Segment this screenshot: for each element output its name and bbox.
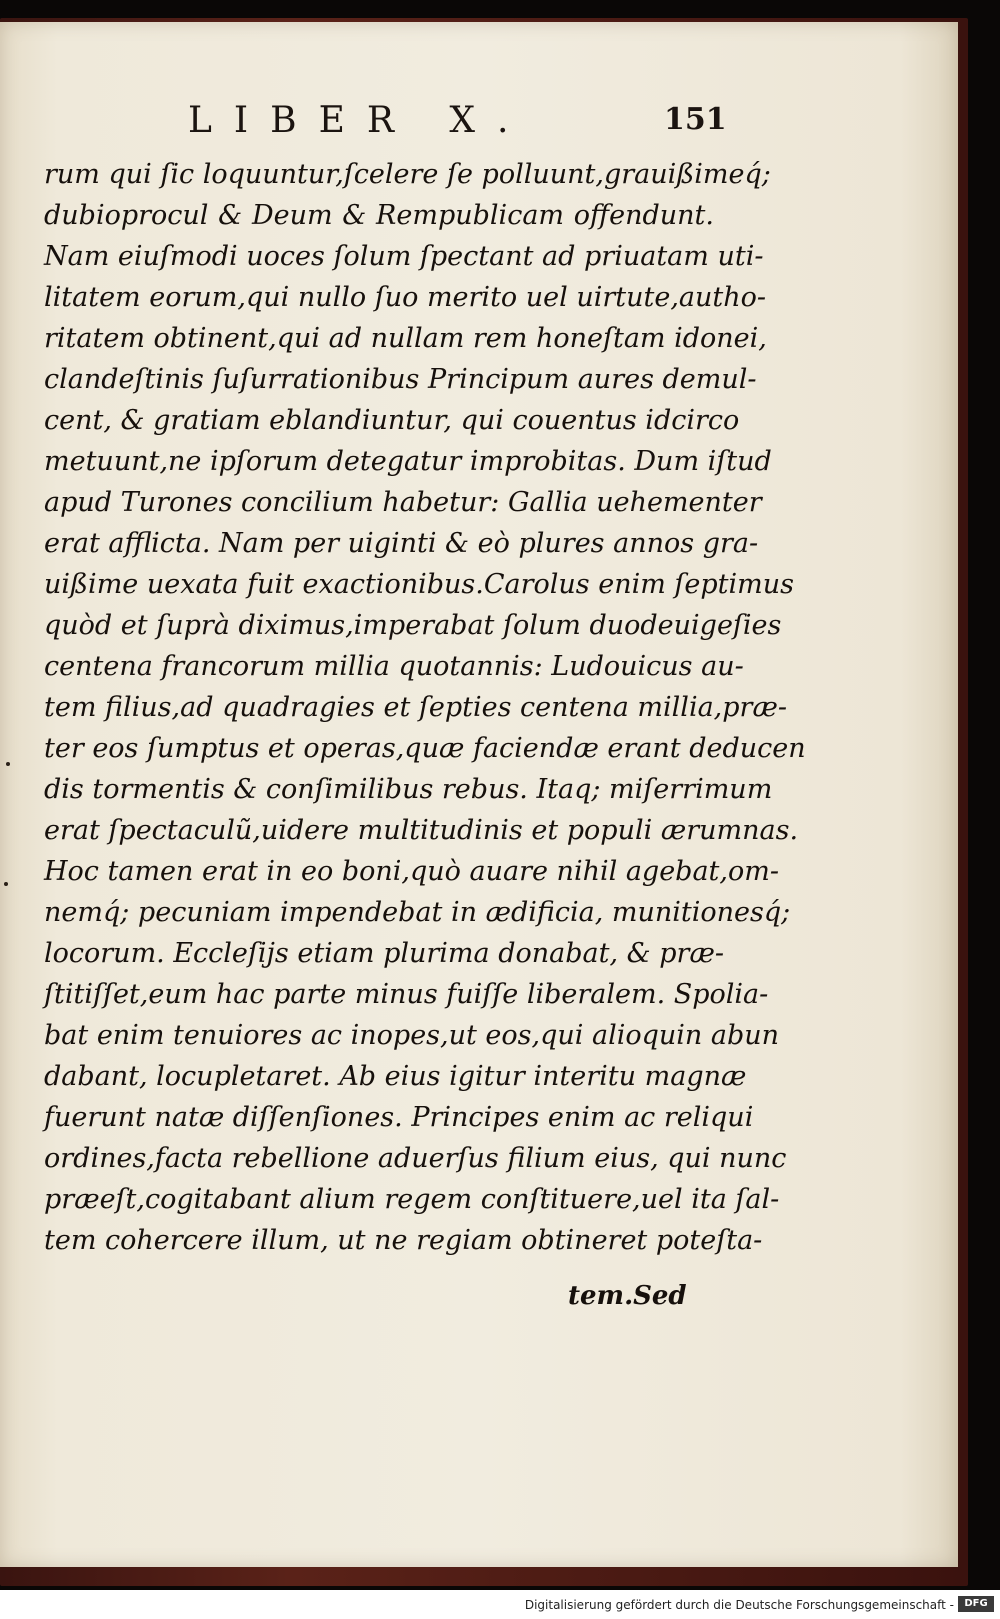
- text-line: metuunt,ne ipſorum detegatur improbitas. Dum iſtud: [44, 446, 772, 477]
- text-line: dabant, locupletaret. Ab eius igitur interitu magnæ: [44, 1061, 747, 1092]
- text-line: ſtitiſſet,eum hac parte minus fuiſſe liberalem. Spolia-: [44, 979, 769, 1010]
- text-line: nemq́; pecuniam impendebat in ædificia, munitionesq́;: [44, 897, 791, 928]
- text-line: cent, & gratiam eblandiuntur, qui couentus idcirco: [44, 405, 740, 436]
- text-line: præeſt,cogitabant alium regem conſtituere,uel ita ſal-: [44, 1184, 780, 1215]
- text-line: dubioprocul & Deum & Rempublicam offendunt.: [44, 200, 714, 231]
- running-title: LIBER X.: [188, 100, 531, 141]
- text-line: centena francorum millia quotannis: Ludouicus au-: [44, 651, 744, 682]
- text-line: erat afflicta. Nam per uiginti & eò plures annos gra-: [44, 528, 759, 559]
- body-text: [44, 154, 806, 1261]
- text-line: ordines,facta rebellione aduerſus filium eius, qui nunc: [44, 1143, 787, 1174]
- text-line: quòd et ſuprà diximus,imperabat ſolum duodeuigeſies: [44, 610, 782, 641]
- text-line: clandeſtinis ſuſurrationibus Principum aures demul-: [44, 364, 757, 395]
- text-line: fuerunt natæ diſſenſiones. Principes enim ac reliqui: [44, 1102, 754, 1133]
- book-page: [0, 22, 958, 1567]
- text-line: Nam eiuſmodi uoces ſolum ſpectant ad priuatam uti-: [44, 241, 764, 272]
- text-line: dis tormentis & conſimilibus rebus. Itaq; miſerrimum: [44, 774, 773, 805]
- text-line: ritatem obtinent,qui ad nullam rem honeſtam idonei,: [44, 323, 767, 354]
- text-line: tem filius,ad quadragies et ſepties centena millia,præ-: [44, 692, 787, 723]
- text-line: uißime uexata fuit exactionibus.Carolus enim ſeptimus: [44, 569, 794, 600]
- catchword: tem.Sed: [568, 1281, 687, 1311]
- ink-speck: [4, 882, 8, 886]
- text-line: Hoc tamen erat in eo boni,quò auare nihil agebat,om-: [44, 856, 779, 887]
- digitization-footer: [0, 1590, 1000, 1619]
- text-line: apud Turones concilium habetur: Gallia uehementer: [44, 487, 762, 518]
- text-line: erat ſpectaculũ,uidere multitudinis et populi ærumnas.: [44, 815, 799, 846]
- dfg-logo: DFG: [958, 1596, 994, 1612]
- funding-credit: Digitalisierung gefördert durch die Deutsche Forschungsgemeinschaft -: [524, 1598, 954, 1612]
- text-line: bat enim tenuiores ac inopes,ut eos,qui alioquin abun: [44, 1020, 780, 1051]
- text-line: ter eos ſumptus et operas,quæ faciendæ erant deducen: [44, 733, 806, 764]
- text-line: tem cohercere illum, ut ne regiam obtineret poteſta-: [44, 1225, 763, 1256]
- folio-number: 151: [664, 102, 727, 137]
- running-head: [0, 94, 958, 154]
- text-line: rum qui ſic loquuntur,ſcelere ſe polluunt,grauißimeq́;: [44, 159, 771, 190]
- text-line: locorum. Eccleſijs etiam plurima donabat, & præ-: [44, 938, 724, 969]
- ink-speck: [6, 762, 10, 766]
- text-line: litatem eorum,qui nullo ſuo merito uel uirtute,autho-: [44, 282, 767, 313]
